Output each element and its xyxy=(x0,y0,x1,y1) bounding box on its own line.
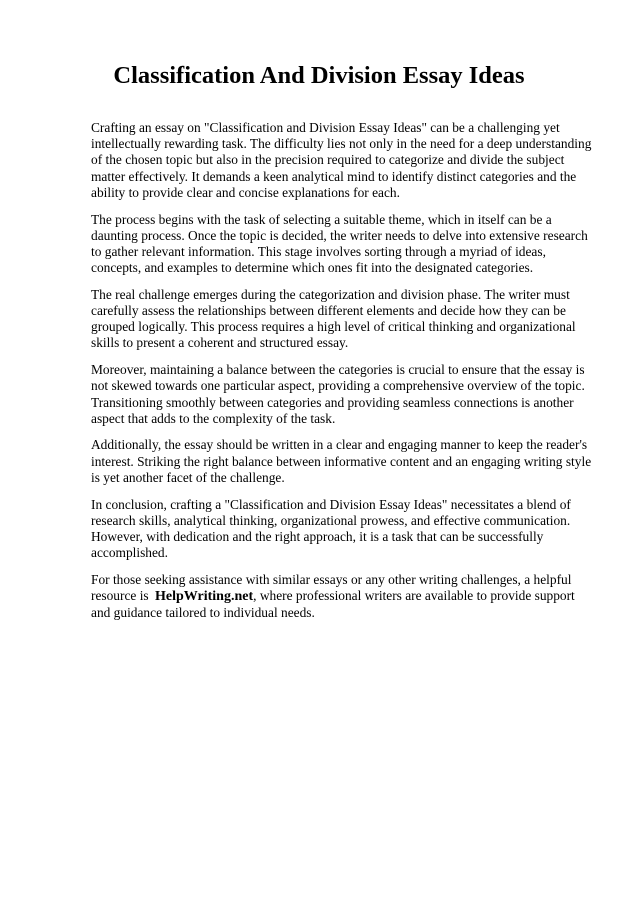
helpwriting-link[interactable]: HelpWriting.net xyxy=(155,589,254,605)
paragraph-intro: Crafting an essay on "Classification and Division Essay Ideas" can be a challenging yet intellectually rewarding task. The difficulty lies not only in the need for a deep understanding of the chosen topic but also in the precision required to categorize and divide the subject matter effectively. It demands a keen analytical mind to identify distinct categories and the ability to provide clear and concise explanations for each. xyxy=(91,120,592,200)
document-title: Classification And Division Essay Ideas xyxy=(113,62,525,89)
paragraph-conclusion: In conclusion, crafting a "Classification and Division Essay Ideas" necessitates a blend of research skills, analytical thinking, organizational prowess, and effective communication. However, with dedication and the right approach, it is a task that can be successfully accomplished. xyxy=(91,496,571,561)
paragraph-balance: Moreover, maintaining a balance between the categories is crucial to ensure that the essay is not skewed towards one particular aspect, providing a comprehensive overview of the topic. Transitioning smoothly between categories and providing seamless connections is another aspect that adds to the complexity of the task. xyxy=(91,362,585,426)
paragraph-challenge: The real challenge emerges during the categorization and division phase. The writer must carefully assess the relationships between different elements and decide how they can be grouped logically. This process requires a high level of critical thinking and organizational skills to present a coherent and structured essay. xyxy=(91,286,576,351)
resource-text-after: , where professional writers are available to provide support and guidance tailored to individual needs. xyxy=(91,588,575,621)
document-body xyxy=(91,120,596,632)
resource-text-before: For those seeking assistance with similar essays or any other writing challenges, a helpful resource is xyxy=(91,571,572,604)
paragraph-style: Additionally, the essay should be written in a clear and engaging manner to keep the reader's interest. Striking the right balance between informative content and an engaging writing style is yet another facet of the challenge. xyxy=(91,437,592,485)
paragraph-process: The process begins with the task of selecting a suitable theme, which in itself can be a daunting process. Once the topic is decided, the writer needs to delve into extensive research to gather relevant information. This stage involves sorting through a myriad of ideas, concepts, and examples to determine which ones fit into the designated categories. xyxy=(91,211,588,276)
paragraph-resource xyxy=(91,572,596,622)
